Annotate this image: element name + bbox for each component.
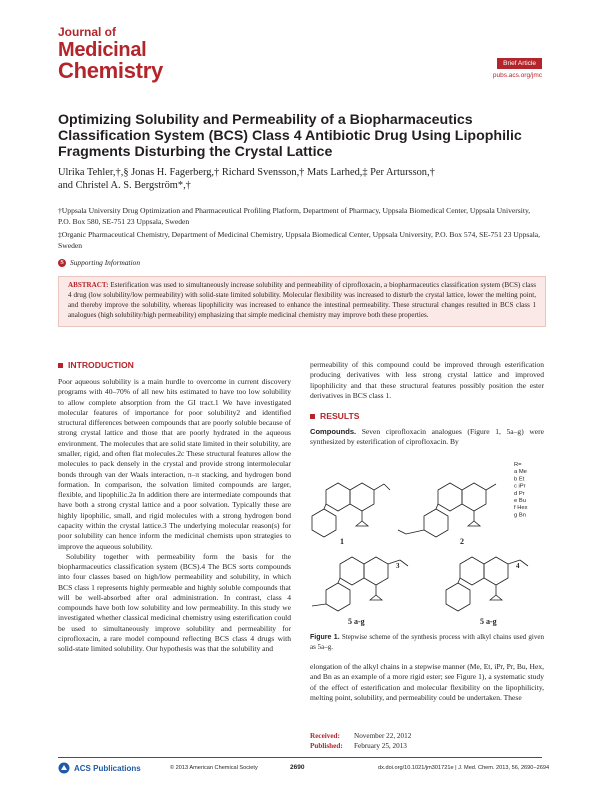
journal-logo-line3: Chemistry bbox=[58, 58, 163, 83]
authors-line-2: and Christel A. S. Bergström*,† bbox=[58, 180, 191, 191]
received-label: Received: bbox=[310, 732, 340, 740]
affiliation-2: ‡Organic Pharmaceutical Chemistry, Department of Medicinal Chemistry, Uppsala Biomedical Center, Uppsala University, P.O. Box 574, SE-751 23 Uppsala, Sweden bbox=[58, 230, 541, 250]
figure-label-3: 3 bbox=[396, 562, 400, 570]
intro-heading-wrap bbox=[58, 360, 291, 370]
supporting-info-icon: S bbox=[58, 259, 66, 267]
acs-publications-label: ACS Publications bbox=[74, 763, 141, 773]
supporting-info-link[interactable] bbox=[58, 258, 140, 267]
author-list bbox=[58, 166, 543, 192]
r-group-item: b Et bbox=[514, 476, 525, 483]
results-heading bbox=[310, 411, 544, 421]
r-group-item: e Bu bbox=[514, 498, 526, 504]
article-dates bbox=[310, 731, 411, 751]
intro-heading-label: INTRODUCTION bbox=[68, 360, 134, 370]
footer-divider bbox=[58, 757, 542, 758]
received-date: November 22, 2012 bbox=[354, 732, 412, 740]
intro-column bbox=[58, 377, 291, 655]
article-title: Optimizing Solubility and Permeability of a Biopharmaceutics Classification System (BCS) Class 4 Antibiotic Drug Using Lipophilic Fragments Disturbing the Crystal Lattice bbox=[58, 112, 522, 160]
copyright-notice: © 2013 American Chemical Society bbox=[170, 765, 258, 771]
acs-logo-icon bbox=[58, 762, 70, 774]
figure-1-caption bbox=[310, 633, 544, 652]
compounds-text: Seven ciprofloxacin analogues (Figure 1, 5a–g) were synthesized by esterification of ciprofloxacin. By bbox=[310, 427, 544, 447]
figure-label-4: 4 bbox=[516, 562, 520, 570]
acs-publications-logo[interactable] bbox=[58, 762, 141, 774]
journal-logo-line2: Medicinal bbox=[58, 39, 147, 61]
r-group-item: R= bbox=[514, 462, 522, 468]
journal-logo-line1: Journal of bbox=[58, 25, 117, 39]
right-column-bottom bbox=[310, 662, 544, 703]
r-group-item: d Pr bbox=[514, 490, 525, 497]
compound-3-structure bbox=[312, 557, 408, 611]
section-bullet-icon bbox=[310, 414, 315, 419]
compound-1-structure bbox=[312, 483, 390, 537]
journal-url-link[interactable]: pubs.acs.org/jmc bbox=[492, 72, 542, 79]
r-group-item: a Me bbox=[514, 469, 527, 476]
r-group-item: c iPr bbox=[514, 483, 526, 490]
intro-paragraph-1: Poor aqueous solubility is a main hurdle to overcome in current discovery programs with 40–70% of all new hits estimated to have too low solubility to allow complete absorption from the GI tract.1 We have investigated molecular features of importance for poor solubility2 and identified structural differences between compounds that are poorly soluble because of strong crystal lattice and those that are poorly hydrated in the aqueous environment. The molecules that are solid state limited in their solubility, are smaller, rigid, and often flat molecules.2c These structural features allow the molecules to pack densely in the crystal and provide strong intermolecular bonds through van der Waals interaction, π–π stacking, and hydrogen bond formation. In comparison, the solvation limited compounds are larger, flexible, and lipophilic.2a In addition there are intermediate compounds that have both a strong crystal lattice and a poor solvation. Typically these are highly lipophilic, small, and rigid molecules with a strong hydrogen bond capacity within the crystal lattice.3 The underlying molecular reason(s) for poor solubility can hence inform the medicinal chemists upon strategies to improve the aqueous solubility. bbox=[58, 377, 291, 551]
right-paragraph-bottom: elongation of the alkyl chains in a stepwise manner (Me, Et, iPr, Pr, Bu, Hex, and Bn as an example of a more rigid ester; see Figure 1), a systematic study of the effect of esterification and molecular flexibility on the lipophilicity, melting point, solubility, and permeability could be undertaken. These bbox=[310, 662, 544, 702]
figure-caption-text: Stepwise scheme of the synthesis process with alkyl chains used given as 5a–g. bbox=[310, 633, 544, 651]
intro-paragraph-2: Solubility together with permeability form the basis for the biopharmaceutics classification system (BCS).4 The BCS sorts compounds into four classes based on high/low permeability and solubility, in which BCS class 1 represents highly permeable and highly soluble compounds that will be well-absorbed after oral administration. In contrast, class 4 compounds have both low solubility and low permeability. In this study we investigated whether classical medicinal chemistry using esterification could be used to simultaneously improve solubility and permeability for ciprofloxacin, a rare model compound reflecting BCS class 4 drugs with solid-state limited solubility. Our hypothesis was that the solubility and bbox=[58, 551, 291, 654]
published-date: February 25, 2013 bbox=[354, 742, 407, 750]
doi-citation[interactable]: dx.doi.org/10.1021/jm301721e | J. Med. Chem. 2013, 56, 2690−2694 bbox=[378, 765, 550, 771]
compound-2-structure bbox=[398, 483, 496, 537]
figure-label-1: 1 bbox=[340, 537, 344, 546]
r-group-list bbox=[514, 462, 528, 518]
r-group-item: g Bn bbox=[514, 512, 526, 519]
compounds-paragraph bbox=[310, 427, 544, 448]
right-column-top bbox=[310, 360, 544, 401]
authors-line-1: Ulrika Tehler,†,§ Jonas H. Fagerberg,† Richard Svensson,† Mats Larhed,‡ Per Artursson,† bbox=[58, 167, 435, 178]
article-type-badge: Brief Article bbox=[497, 58, 542, 69]
affiliations bbox=[58, 206, 543, 254]
affiliation-1: †Uppsala University Drug Optimization and Pharmaceutical Profiling Platform, Department of Pharmacy, Uppsala Biomedical Center, Uppsala University, P.O. Box 580, SE-751 23 Uppsala, Sweden bbox=[58, 206, 531, 226]
r-group-item: f Hex bbox=[514, 505, 528, 512]
abstract-text: Esterification was used to simultaneously increase solubility and permeability of ciprofloxacin, a biopharmaceutics classification system (BCS) class 4 drug (low solubility/low permeability) with solid-state limited solubility. Molecular flexibility was increased to disturb the crystal lattice, lower the melting point, and thereby improve the solubility, whereas lipophilicity was increased to enhance the intestinal permeability. These structural changes resulted in BCS class 1 analogues (high solubility/high permeability) emphasizing that simple medicinal chemistry may improve both these properties. bbox=[68, 281, 536, 319]
figure-label-5ag-right: 5 a-g bbox=[480, 617, 497, 626]
compounds-label: Compounds. bbox=[310, 427, 357, 436]
results-heading-wrap bbox=[310, 411, 544, 421]
results-heading-label: RESULTS bbox=[320, 411, 360, 421]
figure-caption-label: Figure 1. bbox=[310, 634, 340, 641]
figure-1-scheme bbox=[310, 458, 544, 628]
section-bullet-icon bbox=[58, 363, 63, 368]
supporting-info-label: Supporting Information bbox=[70, 258, 141, 267]
published-label: Published: bbox=[310, 742, 343, 750]
abstract-label: ABSTRACT: bbox=[68, 281, 109, 289]
figure-label-5ag-left: 5 a-g bbox=[348, 617, 365, 626]
figure-label-2: 2 bbox=[460, 537, 464, 546]
abstract-box bbox=[58, 276, 546, 327]
intro-heading bbox=[58, 360, 291, 370]
page-number: 2690 bbox=[290, 764, 305, 771]
right-paragraph-top: permeability of this compound could be improved through esterification producing derivatives with less strong crystal lattice and improved lipophilicity and that these structural features possibly position the ester derivatives in BCS class 1. bbox=[310, 360, 544, 400]
journal-logo bbox=[58, 26, 163, 82]
